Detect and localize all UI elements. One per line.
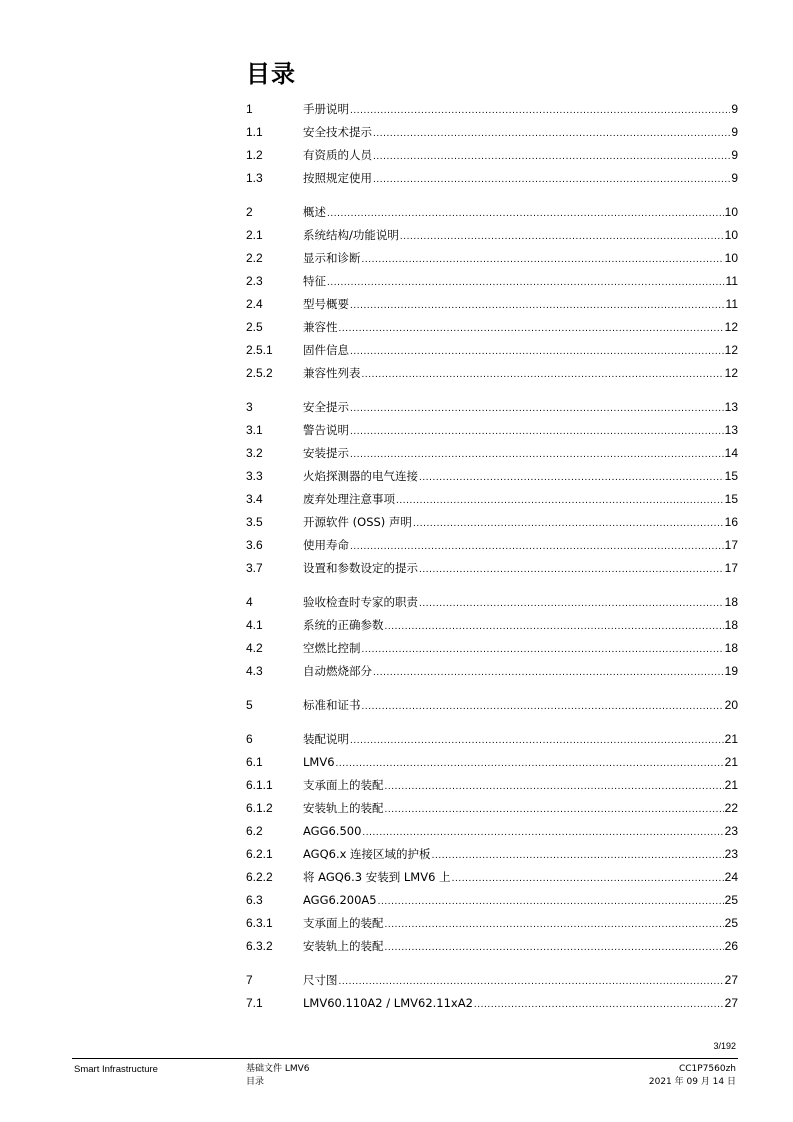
toc-entry[interactable] bbox=[246, 774, 738, 797]
toc-entry-page: 15 bbox=[724, 469, 738, 483]
toc-entry[interactable] bbox=[246, 293, 738, 316]
toc-entry-title[interactable]: 有资质的人员 bbox=[303, 148, 372, 162]
toc-entry-page: 9 bbox=[731, 148, 738, 162]
toc-entry-page: 22 bbox=[724, 801, 738, 815]
toc-entry-body bbox=[303, 889, 738, 913]
toc-entry-title[interactable]: AGQ6.x 连接区域的护板 bbox=[303, 847, 431, 861]
toc-entry[interactable] bbox=[246, 820, 738, 843]
toc-entry-body bbox=[303, 144, 738, 168]
toc-entry-title[interactable]: 使用寿命 bbox=[303, 538, 349, 552]
toc-entry-title[interactable]: 废弃处理注意事项 bbox=[303, 492, 395, 506]
toc-dot-leader bbox=[339, 970, 724, 993]
toc-dot-leader bbox=[400, 225, 724, 248]
toc-entry-page: 21 bbox=[724, 778, 738, 792]
toc-entry-page: 16 bbox=[724, 515, 738, 529]
toc-entry-title[interactable]: 尺寸图 bbox=[303, 973, 338, 987]
toc-entry-title[interactable]: 系统的正确参数 bbox=[303, 618, 384, 632]
toc-entry[interactable] bbox=[246, 419, 738, 442]
toc-entry-page: 18 bbox=[724, 595, 738, 609]
toc-entry-title[interactable]: 支承面上的装配 bbox=[303, 778, 384, 792]
toc-entry-number: 2.5 bbox=[246, 320, 263, 334]
toc-dot-leader bbox=[350, 340, 724, 363]
toc-entry-title[interactable]: 安全技术提示 bbox=[303, 125, 372, 139]
toc-entry-page: 21 bbox=[724, 732, 738, 746]
toc-entry-number: 6.2.1 bbox=[246, 847, 273, 861]
toc-entry-body bbox=[303, 774, 738, 798]
toc-entry-number: 7 bbox=[246, 973, 253, 987]
toc-entry-body bbox=[303, 660, 738, 684]
toc-entry-title[interactable]: 安装轨上的装配 bbox=[303, 801, 384, 815]
toc-dot-leader bbox=[350, 443, 724, 466]
toc-dot-leader bbox=[385, 775, 724, 798]
toc-entry-number: 2.5.1 bbox=[246, 343, 273, 357]
toc-entry-page: 17 bbox=[724, 561, 738, 575]
toc-entry-body bbox=[303, 293, 738, 317]
toc-dot-leader bbox=[350, 535, 724, 558]
toc-entry-page: 18 bbox=[724, 641, 738, 655]
toc-entry-title[interactable]: LMV6 bbox=[303, 755, 335, 769]
toc-dot-leader bbox=[327, 202, 724, 225]
toc-entry-page: 10 bbox=[724, 205, 738, 219]
toc-entry-number: 2.5.2 bbox=[246, 366, 273, 380]
toc-dot-leader bbox=[336, 752, 724, 775]
toc-entry[interactable] bbox=[246, 843, 738, 866]
footer-document bbox=[246, 1063, 310, 1089]
toc-entry-body bbox=[303, 751, 738, 775]
toc-entry-title[interactable]: 固件信息 bbox=[303, 343, 349, 357]
toc-entry[interactable] bbox=[246, 866, 738, 889]
toc-entry-body bbox=[303, 912, 738, 936]
toc-entry-number: 1 bbox=[246, 102, 253, 116]
toc-dot-leader bbox=[362, 638, 724, 661]
toc-entry-number: 6.3 bbox=[246, 893, 263, 907]
toc-dot-leader bbox=[362, 248, 724, 271]
toc-entry-page: 19 bbox=[724, 664, 738, 678]
toc-entry-title[interactable]: 设置和参数设定的提示 bbox=[303, 561, 418, 575]
toc-entry-title[interactable]: 空燃比控制 bbox=[303, 641, 361, 655]
toc-entry[interactable] bbox=[246, 270, 738, 293]
toc-entry-page: 25 bbox=[724, 893, 738, 907]
toc-entry-page: 23 bbox=[724, 847, 738, 861]
toc-entry[interactable] bbox=[246, 660, 738, 683]
toc-dot-leader bbox=[373, 168, 730, 191]
toc-entry-body bbox=[303, 935, 738, 959]
toc-entry-body bbox=[303, 866, 738, 890]
toc-entry-body bbox=[303, 843, 738, 867]
toc-entry-title[interactable]: 火焰探测器的电气连接 bbox=[303, 469, 418, 483]
toc-dot-leader bbox=[385, 798, 724, 821]
toc-entry-page: 10 bbox=[724, 251, 738, 265]
toc-entry-number: 6 bbox=[246, 732, 253, 746]
toc-entry[interactable] bbox=[246, 488, 738, 511]
toc-entry-title[interactable]: 安装提示 bbox=[303, 446, 349, 460]
toc-entry-title[interactable]: 安装轨上的装配 bbox=[303, 939, 384, 953]
toc-entry-page: 9 bbox=[731, 171, 738, 185]
toc-dot-leader bbox=[362, 695, 724, 718]
toc-entry-title[interactable]: 自动燃烧部分 bbox=[303, 664, 372, 678]
toc-dot-leader bbox=[327, 271, 725, 294]
toc-entry-page: 18 bbox=[724, 618, 738, 632]
toc-dot-leader bbox=[413, 512, 724, 535]
toc-entry[interactable] bbox=[246, 442, 738, 465]
toc-entry-number: 3.7 bbox=[246, 561, 263, 575]
toc-entry-number: 6.3.1 bbox=[246, 916, 273, 930]
toc-entry-number: 6.3.2 bbox=[246, 939, 273, 953]
toc-entry-page: 27 bbox=[724, 973, 738, 987]
toc-entry-title[interactable]: 装配说明 bbox=[303, 732, 349, 746]
toc-entry-title[interactable]: 型号概要 bbox=[303, 297, 349, 311]
toc-entry-page: 14 bbox=[724, 446, 738, 460]
toc-entry-title[interactable]: 开源软件 (OSS) 声明 bbox=[303, 515, 412, 529]
toc-entry-body bbox=[303, 557, 738, 581]
toc-entry-body bbox=[303, 591, 738, 615]
toc-dot-leader bbox=[432, 844, 724, 867]
toc-entry[interactable] bbox=[246, 121, 738, 144]
toc-entry-title[interactable]: 安全提示 bbox=[303, 400, 349, 414]
toc-dot-leader bbox=[350, 420, 724, 443]
toc-entry-title[interactable]: AGG6.500 bbox=[303, 824, 362, 838]
toc-entry[interactable] bbox=[246, 591, 738, 614]
toc-entry-page: 20 bbox=[724, 698, 738, 712]
toc-entry-page: 11 bbox=[725, 297, 738, 311]
company-name: Smart Infrastructure bbox=[74, 1064, 158, 1075]
footer-meta bbox=[560, 1063, 736, 1089]
page-title: 目录 bbox=[246, 60, 296, 88]
toc-entry-body bbox=[303, 339, 738, 363]
toc-entry[interactable] bbox=[246, 992, 738, 1015]
toc-entry-page: 13 bbox=[724, 423, 738, 437]
toc-dot-leader bbox=[385, 913, 724, 936]
toc-entry-body bbox=[303, 969, 738, 993]
toc-dot-leader bbox=[362, 821, 723, 844]
toc-dot-leader bbox=[350, 397, 724, 420]
toc-entry-title[interactable]: 特征 bbox=[303, 274, 326, 288]
footer-divider bbox=[72, 1058, 738, 1059]
toc-entry-number: 6.2.2 bbox=[246, 870, 273, 884]
toc-entry-page: 23 bbox=[724, 824, 738, 838]
toc-entry-body bbox=[303, 419, 738, 443]
toc-entry-body bbox=[303, 488, 738, 512]
toc-entry-body bbox=[303, 465, 738, 489]
toc-entry-title[interactable]: AGG6.200A5 bbox=[303, 893, 377, 907]
toc-entry-number: 3.6 bbox=[246, 538, 263, 552]
toc-entry-number: 3.5 bbox=[246, 515, 263, 529]
toc-entry-body bbox=[303, 820, 738, 844]
toc-dot-leader bbox=[350, 729, 724, 752]
toc-entry[interactable] bbox=[246, 969, 738, 992]
toc-entry-body bbox=[303, 224, 738, 248]
toc-entry-number: 4.2 bbox=[246, 641, 263, 655]
toc-entry-page: 12 bbox=[724, 320, 738, 334]
toc-entry[interactable] bbox=[246, 728, 738, 751]
toc-entry-number: 6.2 bbox=[246, 824, 263, 838]
toc-entry-title[interactable]: 概述 bbox=[303, 205, 326, 219]
toc-entry[interactable] bbox=[246, 396, 738, 419]
toc-entry-page: 27 bbox=[724, 996, 738, 1010]
toc-entry-body bbox=[303, 511, 738, 535]
toc-entry-body bbox=[303, 614, 738, 638]
toc-dot-leader bbox=[474, 993, 724, 1016]
toc-entry[interactable] bbox=[246, 247, 738, 270]
toc-entry-body bbox=[303, 167, 738, 191]
toc-entry-body bbox=[303, 797, 738, 821]
toc-entry-title[interactable]: 警告说明 bbox=[303, 423, 349, 437]
toc-entry-body bbox=[303, 362, 738, 386]
toc-entry[interactable] bbox=[246, 98, 738, 121]
toc-entry-page: 10 bbox=[724, 228, 738, 242]
document-date: 2021 年 09 月 14 日 bbox=[648, 1077, 736, 1087]
toc-entry-title[interactable]: 验收检查时专家的职责 bbox=[303, 595, 418, 609]
toc-entry-number: 4.1 bbox=[246, 618, 263, 632]
toc-entry-number: 6.1 bbox=[246, 755, 263, 769]
toc-entry-number: 6.1.2 bbox=[246, 801, 273, 815]
toc-entry-body bbox=[303, 534, 738, 558]
toc-entry-number: 4 bbox=[246, 595, 253, 609]
toc-entry-number: 4.3 bbox=[246, 664, 263, 678]
toc-entry-number: 3.2 bbox=[246, 446, 263, 460]
toc-entry-number: 6.1.1 bbox=[246, 778, 273, 792]
toc-dot-leader bbox=[385, 936, 724, 959]
toc-entry-number: 3.4 bbox=[246, 492, 263, 506]
toc-entry[interactable] bbox=[246, 751, 738, 774]
toc-entry[interactable] bbox=[246, 935, 738, 958]
toc-entry[interactable] bbox=[246, 167, 738, 190]
toc-entry-title[interactable]: 显示和诊断 bbox=[303, 251, 361, 265]
toc-entry-page: 21 bbox=[724, 755, 738, 769]
document-section: 目录 bbox=[246, 1077, 265, 1087]
toc-entry-page: 17 bbox=[724, 538, 738, 552]
toc-entry-title[interactable]: 系统结构/功能说明 bbox=[303, 228, 399, 242]
toc-entry-page: 12 bbox=[724, 343, 738, 357]
table-of-contents bbox=[246, 98, 738, 1015]
toc-entry-page: 24 bbox=[724, 870, 738, 884]
toc-entry-body bbox=[303, 442, 738, 466]
toc-dot-leader bbox=[362, 363, 724, 386]
toc-entry[interactable] bbox=[246, 694, 738, 717]
toc-entry[interactable] bbox=[246, 316, 738, 339]
toc-entry-body bbox=[303, 637, 738, 661]
toc-entry[interactable] bbox=[246, 144, 738, 167]
toc-entry-title[interactable]: 支承面上的装配 bbox=[303, 916, 384, 930]
toc-entry-number: 1.3 bbox=[246, 171, 263, 185]
toc-entry[interactable] bbox=[246, 339, 738, 362]
toc-entry[interactable] bbox=[246, 557, 738, 580]
toc-entry-number: 5 bbox=[246, 698, 253, 712]
toc-entry-body bbox=[303, 121, 738, 145]
toc-entry-title[interactable]: 按照规定使用 bbox=[303, 171, 372, 185]
toc-entry-body bbox=[303, 728, 738, 752]
toc-dot-leader bbox=[419, 592, 724, 615]
toc-entry-body bbox=[303, 98, 738, 122]
toc-entry[interactable] bbox=[246, 511, 738, 534]
document-code: CC1P7560zh bbox=[678, 1064, 736, 1074]
toc-dot-leader bbox=[350, 99, 730, 122]
toc-entry[interactable] bbox=[246, 637, 738, 660]
toc-entry-number: 1.2 bbox=[246, 148, 263, 162]
toc-dot-leader bbox=[396, 489, 724, 512]
toc-entry[interactable] bbox=[246, 889, 738, 912]
toc-entry-page: 12 bbox=[724, 366, 738, 380]
toc-entry-number: 3.3 bbox=[246, 469, 263, 483]
toc-dot-leader bbox=[339, 317, 724, 340]
toc-entry-body bbox=[303, 201, 738, 225]
footer-company bbox=[74, 1063, 158, 1076]
toc-entry-title[interactable]: 标准和证书 bbox=[303, 698, 361, 712]
toc-entry[interactable] bbox=[246, 201, 738, 224]
toc-entry-page: 13 bbox=[724, 400, 738, 414]
toc-entry[interactable] bbox=[246, 797, 738, 820]
toc-entry-number: 7.1 bbox=[246, 996, 263, 1010]
toc-entry-title[interactable]: 兼容性 bbox=[303, 320, 338, 334]
toc-entry-page: 9 bbox=[731, 102, 738, 116]
toc-entry-number: 2.3 bbox=[246, 274, 263, 288]
toc-entry-number: 2.4 bbox=[246, 297, 263, 311]
toc-entry-body bbox=[303, 270, 738, 294]
toc-entry-page: 25 bbox=[724, 916, 738, 930]
toc-entry-title[interactable]: 手册说明 bbox=[303, 102, 349, 116]
toc-entry[interactable] bbox=[246, 912, 738, 935]
toc-entry-title[interactable]: 将 AGQ6.3 安装到 LMV6 上 bbox=[303, 870, 451, 884]
toc-entry-body bbox=[303, 316, 738, 340]
toc-dot-leader bbox=[373, 661, 724, 684]
toc-dot-leader bbox=[419, 558, 724, 581]
toc-entry-body bbox=[303, 992, 738, 1016]
toc-entry-number: 2.1 bbox=[246, 228, 263, 242]
toc-dot-leader bbox=[350, 294, 725, 317]
toc-dot-leader bbox=[452, 867, 724, 890]
toc-entry-body bbox=[303, 247, 738, 271]
toc-entry-number: 3 bbox=[246, 400, 253, 414]
toc-dot-leader bbox=[373, 122, 730, 145]
toc-entry-title[interactable]: LMV60.110A2 / LMV62.11xA2 bbox=[303, 996, 473, 1010]
page-number: 3/192 bbox=[713, 1041, 736, 1051]
toc-entry-page: 9 bbox=[731, 125, 738, 139]
toc-entry-page: 15 bbox=[724, 492, 738, 506]
toc-entry-body bbox=[303, 396, 738, 420]
toc-entry-page: 11 bbox=[725, 274, 738, 288]
toc-entry-page: 26 bbox=[724, 939, 738, 953]
document-title: 基础文件 LMV6 bbox=[246, 1064, 310, 1074]
toc-entry-number: 1.1 bbox=[246, 125, 263, 139]
toc-entry[interactable] bbox=[246, 465, 738, 488]
toc-entry-number: 2 bbox=[246, 205, 253, 219]
toc-entry[interactable] bbox=[246, 224, 738, 247]
toc-dot-leader bbox=[373, 145, 730, 168]
toc-entry-number: 3.1 bbox=[246, 423, 263, 437]
toc-entry-body bbox=[303, 694, 738, 718]
toc-entry[interactable] bbox=[246, 534, 738, 557]
toc-dot-leader bbox=[419, 466, 724, 489]
toc-entry-number: 2.2 bbox=[246, 251, 263, 265]
toc-entry[interactable] bbox=[246, 362, 738, 385]
toc-dot-leader bbox=[378, 890, 724, 913]
toc-entry-title[interactable]: 兼容性列表 bbox=[303, 366, 361, 380]
toc-entry[interactable] bbox=[246, 614, 738, 637]
toc-dot-leader bbox=[385, 615, 724, 638]
